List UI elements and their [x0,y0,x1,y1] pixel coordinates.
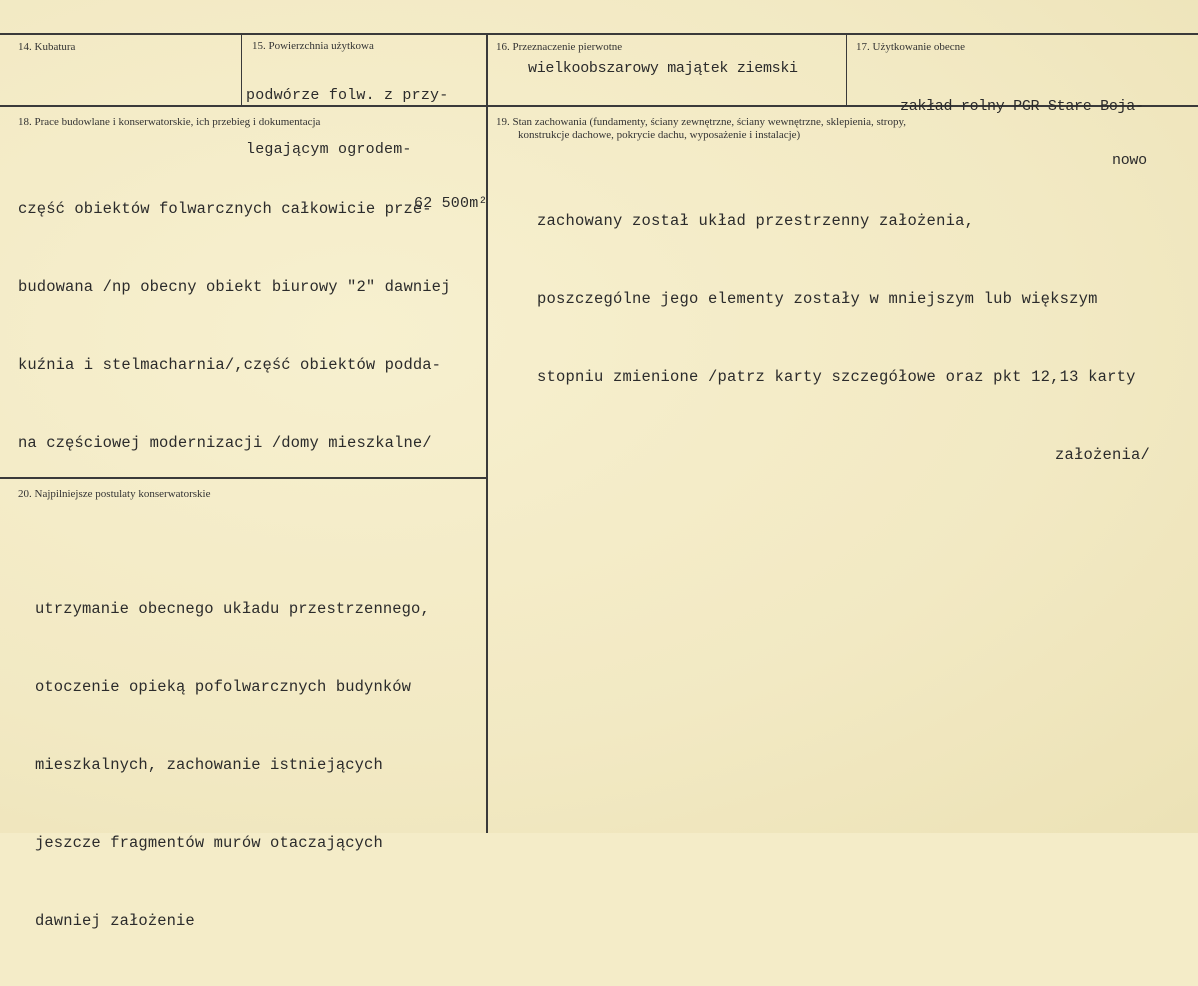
field-18-line-2: budowana /np obecny obiekt biurowy "2" dawniej [18,278,451,296]
field-18-value [18,144,450,508]
field-20-line-3: mieszkalnych, zachowanie istniejących [35,756,383,774]
field-18-line-3: kuźnia i stelmacharnia/,część obiektów podda- [18,356,442,374]
field-14-label: 14. Kubatura [18,41,76,53]
field-18-line-1: część obiektów folwarcznych całkowicie prze- [18,200,432,218]
field-20-line-5: dawniej założenie [35,912,195,930]
field-20-line-4: jeszcze fragmentów murów otaczających [35,834,383,852]
field-16-value: wielkoobszarowy majątek ziemski [528,60,798,77]
field-20-line-2: otoczenie opieką pofolwarcznych budynków [35,678,412,696]
col3-divider [846,33,847,106]
field-16-label: 16. Przeznaczenie pierwotne [496,41,623,53]
field-19-label-line-2: konstrukcje dachowe, pokrycie dachu, wyposażenie i instalacje) [518,129,801,141]
field-17-line-1: zakład rolny PGR Stare Boja- [900,98,1144,115]
col1-divider [241,33,242,106]
field-15-line-1: podwórze folw. z przy- [246,87,449,104]
field-15-line-2: legającym ogrodem- [246,141,412,158]
field-19-value [537,156,1150,520]
field-19-label-line-1: 19. Stan zachowania (fundamenty, ściany zewnętrzne, ściany wewnętrzne, sklepienia, stropy, [496,116,907,128]
field-15-line-3: 62 500m² [414,195,488,212]
field-19-line-2: poszczególne jego elementy zostały w mniejszym lub większym [537,290,1098,308]
field-17-label: 17. Użytkowanie obecne [856,41,966,53]
field-18-line-4: na częściowej modernizacji /domy mieszkalne/ [18,434,432,452]
field-15-label: 15. Powierzchnia użytkowa [252,40,374,52]
field-19-line-4: założenia/ [1055,446,1151,464]
top-rule [0,33,1198,35]
field-19-line-1: zachowany został układ przestrzenny założenia, [537,212,975,230]
field-19-line-3: stopniu zmienione /patrz karty szczegółowe oraz pkt 12,13 karty [537,368,1136,386]
field-18-label: 18. Prace budowlane i konserwatorskie, ich przebieg i dokumentacja [18,116,321,128]
field-20-value [35,544,430,986]
field-20-label: 20. Najpilniejsze postulaty konserwatorskie [18,488,211,500]
field-20-line-1: utrzymanie obecnego układu przestrzennego, [35,600,430,618]
field-17-line-2: nowo [1112,152,1147,169]
